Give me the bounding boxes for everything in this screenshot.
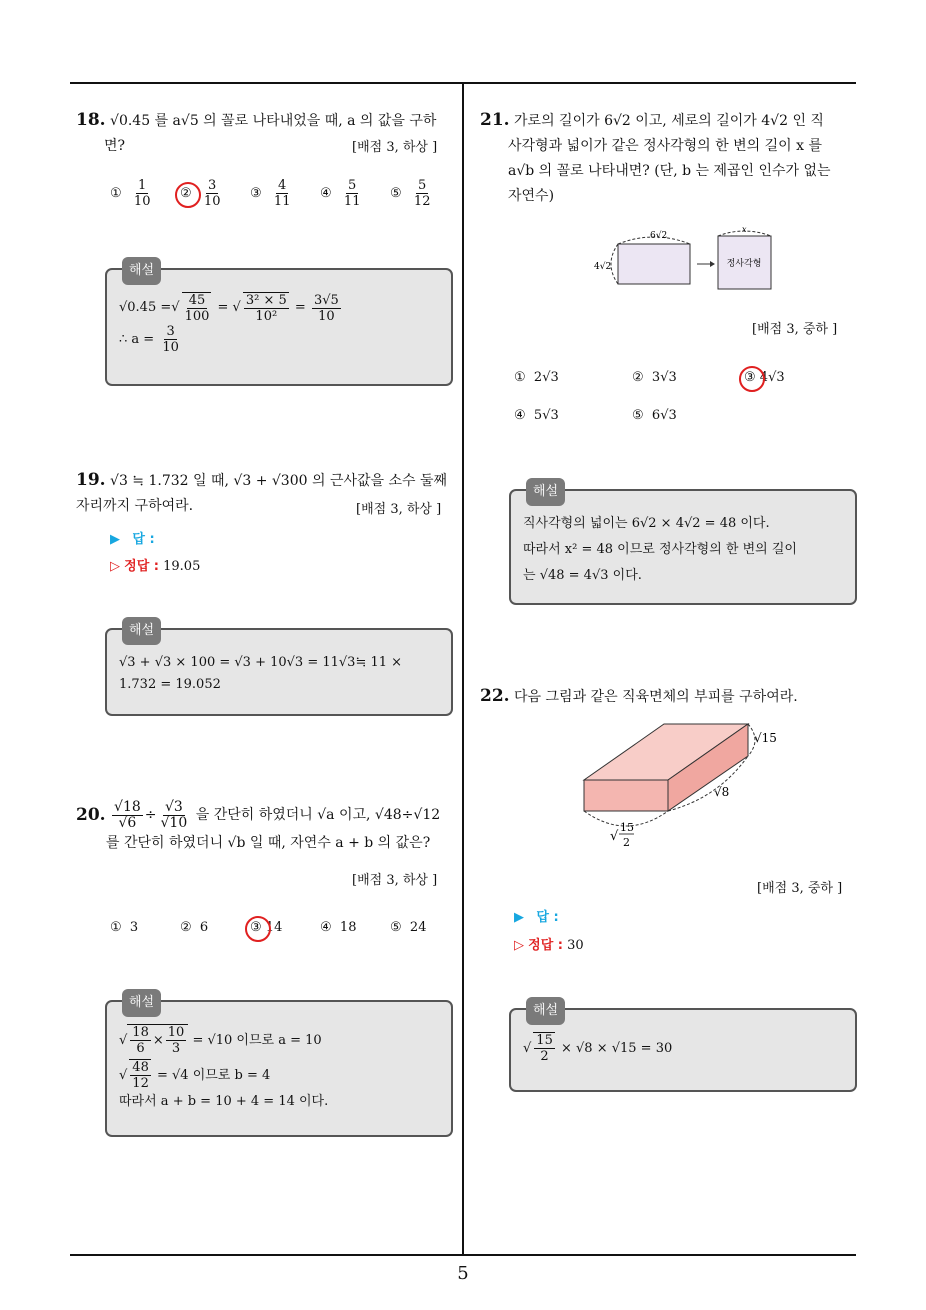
question-number: 21. <box>480 110 510 130</box>
options-q21-row2 <box>514 408 744 423</box>
answer-label: 답 : <box>536 910 559 925</box>
option-1[interactable]: ① $\frac{1}{10}$ <box>110 178 151 209</box>
solution-box-q22: 해설 √ $\frac{15}{2}$ × √8 × √15 = 30 <box>509 1008 857 1092</box>
solution-box-q20: 해설 √ $\frac{18}{6}$ × $\frac{10}{3}$ = √10 이므로 a = 10 √ $\frac{48}{12}$ = √4 이므로 b = 4 따라서 a + b = 10 + 4 = 14 이다. <box>105 1000 453 1137</box>
fig-label-frac-num: 15 <box>620 821 634 834</box>
solution-tag: 해설 <box>122 617 161 645</box>
option-5[interactable]: ⑤ $\frac{5}{12}$ <box>390 178 431 209</box>
option-5[interactable]: ⑤ 6√3 <box>632 408 677 423</box>
figure-cuboid <box>578 716 798 856</box>
fig-label-sqrt8: √8 <box>714 785 730 799</box>
page-number: 5 <box>457 1263 469 1284</box>
correct-arrow-icon: ▷ <box>110 559 120 574</box>
answer-line <box>110 528 155 547</box>
svg-text:√: √ <box>610 829 619 844</box>
correct-answer-line <box>110 555 200 574</box>
answer-arrow-icon: ▶ <box>514 910 524 925</box>
correct-value: 30 <box>567 938 584 953</box>
selected-mark: ③ <box>250 920 262 935</box>
question-text: √0.45 를 a√5 의 꼴로 나타내었을 때, a 의 값을 구하 <box>110 113 437 129</box>
score-label: [배점 3, 중하 ] <box>752 322 838 337</box>
answer-arrow-icon: ▶ <box>110 532 120 547</box>
question-text-cont: 면? <box>104 138 126 154</box>
option-3[interactable]: ③ $\frac{4}{11}$ <box>250 178 291 209</box>
question-20: 20. $\frac{√18}{√6}$ ÷ $\frac{√3}{√10}$ 을 간단히 하였더니 √a 이고, √48÷√12 를 간단히 하였더니 √b 일 때, 자연수 a + b 의 값은? <box>76 800 461 856</box>
correct-arrow-icon: ▷ <box>514 938 524 953</box>
fig-square-label: 정사각형 <box>726 259 762 269</box>
option-3[interactable]: ③ 4√3 <box>744 370 785 385</box>
options-q20 <box>110 920 460 935</box>
solution-tag: 해설 <box>122 989 161 1017</box>
correct-label: 정답 : <box>124 559 159 574</box>
option-2[interactable]: ② 6 <box>180 920 209 935</box>
column-divider <box>462 83 464 1255</box>
question-21: 21. 가로의 길이가 6√2 이고, 세로의 길이가 4√2 인 직 사각형과 넓이가 같은 정사각형의 한 변의 길이 x 를 a√b 의 꼴로 나타내면? (단, b 는 제곱인 인수가 없는 자연수) <box>480 110 831 204</box>
selected-mark: ③ <box>744 370 756 385</box>
option-4[interactable]: ④ 18 <box>320 920 357 935</box>
correct-answer-line <box>514 934 584 953</box>
question-number: 19. <box>76 470 106 490</box>
fig-x-label: x <box>742 225 747 234</box>
option-2[interactable]: ② 3√3 <box>632 370 677 385</box>
arrow-right-icon <box>710 261 715 267</box>
selected-mark: ② <box>180 186 192 201</box>
option-3[interactable]: ③ 14 <box>250 920 283 935</box>
score-label: [배점 3, 하상 ] <box>352 873 438 888</box>
question-number: 18. <box>76 110 106 130</box>
options-q18 <box>110 178 460 209</box>
score-label: [배점 3, 하상 ] <box>356 502 442 517</box>
option-4[interactable]: ④ $\frac{5}{11}$ <box>320 178 361 209</box>
question-text: 다음 그림과 같은 직육면체의 부피를 구하여라. <box>514 689 798 705</box>
answer-label: 답 : <box>132 532 155 547</box>
question-number: 22. <box>480 686 510 706</box>
answer-line <box>514 906 559 925</box>
figure-rectangle-to-square <box>590 224 790 299</box>
question-text-cont: 를 간단히 하였더니 √b 일 때, 자연수 a + b 의 값은? <box>106 835 431 851</box>
question-text: √3 ≒ 1.732 일 때, √3 + √300 의 근사값을 소수 둘째 <box>110 473 448 489</box>
fig-label-frac-den: 2 <box>623 836 630 849</box>
fig-label-sqrt15: √15 <box>754 731 777 745</box>
fig-width-label: 6√2 <box>650 231 668 241</box>
fig-height-label: 4√2 <box>594 262 612 272</box>
score-label: [배점 3, 하상 ] <box>352 140 438 155</box>
question-number: 20. <box>76 805 106 825</box>
question-22 <box>480 684 860 710</box>
question-text: 을 간단히 하였더니 √a 이고, √48÷√12 <box>195 807 441 823</box>
question-text-cont: 자리까지 구하여라. <box>76 498 194 514</box>
solution-box-q18: 해설 √0.45 = √ $\frac{45}{100}$ = √ $\frac{\text{3² × 5}}{\text{10²}}$ = $\frac{3√5}{10}$ ∴ a = $\frac{3}{10}$ <box>105 268 453 386</box>
solution-tag: 해설 <box>526 478 565 506</box>
correct-value: 19.05 <box>163 559 201 574</box>
option-2[interactable]: ② $\frac{3}{10}$ <box>180 178 221 209</box>
question-text: 가로의 길이가 6√2 이고, 세로의 길이가 4√2 인 직 <box>514 113 824 129</box>
solution-box-q19: 해설 √3 + √3 × 100 = √3 + 10√3 = 11√3≒ 11 × 1.732 = 19.052 <box>105 628 453 716</box>
solution-tag: 해설 <box>122 257 161 285</box>
options-q21-row1 <box>514 370 824 385</box>
correct-label: 정답 : <box>528 938 563 953</box>
option-1[interactable]: ① 3 <box>110 920 139 935</box>
score-label: [배점 3, 중하 ] <box>757 881 843 896</box>
solution-box-q21: 해설 직사각형의 넓이는 6√2 × 4√2 = 48 이다. 따라서 x² = 48 이므로 정사각형의 한 변의 길이 는 √48 = 4√3 이다. <box>509 489 857 605</box>
option-4[interactable]: ④ 5√3 <box>514 408 559 423</box>
option-1[interactable]: ① 2√3 <box>514 370 559 385</box>
solution-tag: 해설 <box>526 997 565 1025</box>
option-5[interactable]: ⑤ 24 <box>390 920 427 935</box>
